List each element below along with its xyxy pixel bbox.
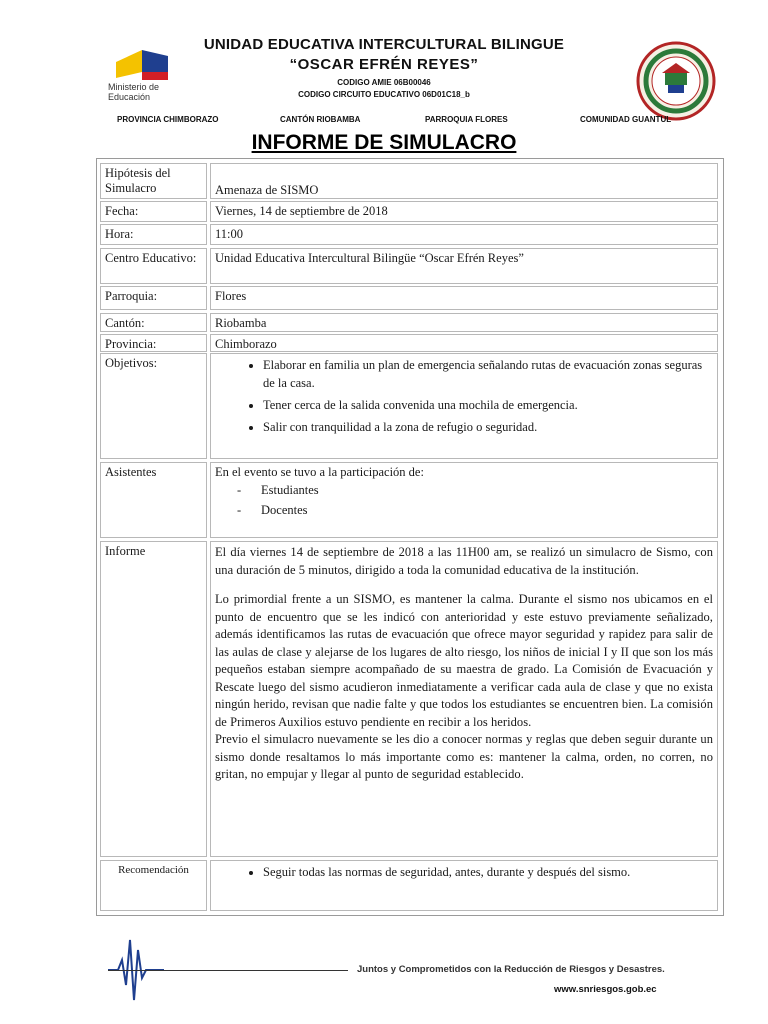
label-provincia: Provincia:: [100, 334, 207, 352]
value-asistentes: [210, 462, 718, 538]
ministry-name: Ministerio de Educación: [108, 82, 160, 102]
circuit-code: CODIGO CIRCUITO EDUCATIVO 06D01C18_b: [298, 90, 470, 99]
asistentes-intro: En el evento se tuvo a la participación de:: [215, 465, 424, 479]
asistente-item: - Estudiantes: [237, 483, 319, 497]
label-canton: Cantón:: [100, 313, 207, 332]
value-hipotesis: Amenaza de SISMO: [210, 163, 718, 199]
value-centro: Unidad Educativa Intercultural Bilingüe “Oscar Efrén Reyes”: [210, 248, 718, 284]
label-hora: Hora:: [100, 224, 207, 245]
informe-paragraph-2: Lo primordial frente a un SISMO, es mantener la calma. Durante el sismo nos ubicamos en el punto de encuentro que se les indicó con anterioridad y este estuvo previamente señalizado, además identificamos las rutas de evacuación que ofrece mayor seguridad y rapidez para salir de las aulas de clase y alejarse de los lugares de alto riesgo, los niños de inicial I y II que son los más pequeños estaban siempre acompañado de su maestra de grado. La Comisión de Evacuación y Rescate luego del sismo acudieron inmediatamente a verificar cada aula de clase y que no exista ningún herido, revisan que nadie falte y que todos los estudiantes se encuentren bien. La comisión de Primeros Auxilios estuvo pendiente en recibir a los heridos.: [215, 592, 713, 729]
value-recomendacion: [210, 860, 718, 911]
label-fecha: Fecha:: [100, 201, 207, 222]
label-objetivos: Objetivos:: [100, 353, 207, 459]
meta-comunidad: COMUNIDAD GUANTUL: [580, 115, 672, 124]
label-informe: Informe: [100, 541, 207, 857]
footer-url: www.snriesgos.gob.ec: [554, 984, 657, 995]
informe-paragraph-1: El día viernes 14 de septiembre de 2018 a las 11H00 am, se realizó un simulacro de Sismo, con una duración de 5 minutos, dirigido a toda la comunidad educativa de la institución.: [215, 545, 713, 577]
asistente-item: - Docentes: [237, 503, 308, 517]
label-centro: Centro Educativo:: [100, 248, 207, 284]
value-parroquia: Flores: [210, 286, 718, 310]
meta-canton: CANTÓN RIOBAMBA: [280, 115, 361, 124]
informe-paragraph-3: Previo el simulacro nuevamente se les dio a conocer normas y reglas que deben seguir durante un sismo donde resaltamos lo más importante como es: mantener la calma, orden, no corren, no gritan, no empujar y llegar al punto de seguridad establecido.: [215, 732, 713, 781]
footer-slogan: Juntos y Comprometidos con la Reducción de Riesgos y Desastres.: [357, 964, 665, 975]
objective-item: • Tener cerca de la salida convenida una mochila de emergencia.: [263, 396, 713, 414]
label-asistentes: Asistentes: [100, 462, 207, 538]
value-hora: 11:00: [210, 224, 718, 245]
meta-provincia: PROVINCIA CHIMBORAZO: [117, 115, 219, 124]
label-recomendacion: Recomendación: [100, 860, 207, 911]
value-provincia: Chimborazo: [210, 334, 718, 352]
school-name-line1: UNIDAD EDUCATIVA INTERCULTURAL BILINGUE: [203, 36, 565, 53]
objective-item: • Salir con tranquilidad a la zona de refugio o seguridad.: [263, 418, 713, 436]
document-title: INFORME DE SIMULACRO: [251, 131, 517, 154]
seismograph-wave-icon: [106, 930, 166, 1005]
objective-item: • Elaborar en familia un plan de emergencia señalando rutas de evacuación zonas seguras de la casa.: [263, 356, 713, 392]
meta-parroquia: PARROQUIA FLORES: [425, 115, 508, 124]
value-fecha: Viernes, 14 de septiembre de 2018: [210, 201, 718, 222]
school-name-line2: “OSCAR EFRÉN REYES”: [289, 56, 479, 73]
label-parroquia: Parroquia:: [100, 286, 207, 310]
value-canton: Riobamba: [210, 313, 718, 332]
value-informe: [210, 541, 718, 857]
logo-yellow-shape: [116, 50, 142, 78]
amie-code: CODIGO AMIE 06B00046: [337, 78, 431, 87]
footer-divider: [108, 970, 348, 971]
label-hipotesis: Hipótesis del Simulacro: [100, 163, 207, 199]
school-seal-icon: [636, 41, 716, 121]
recommendation-item: • Seguir todas las normas de seguridad, antes, durante y después del sismo.: [263, 863, 713, 881]
value-objetivos: [210, 353, 718, 459]
